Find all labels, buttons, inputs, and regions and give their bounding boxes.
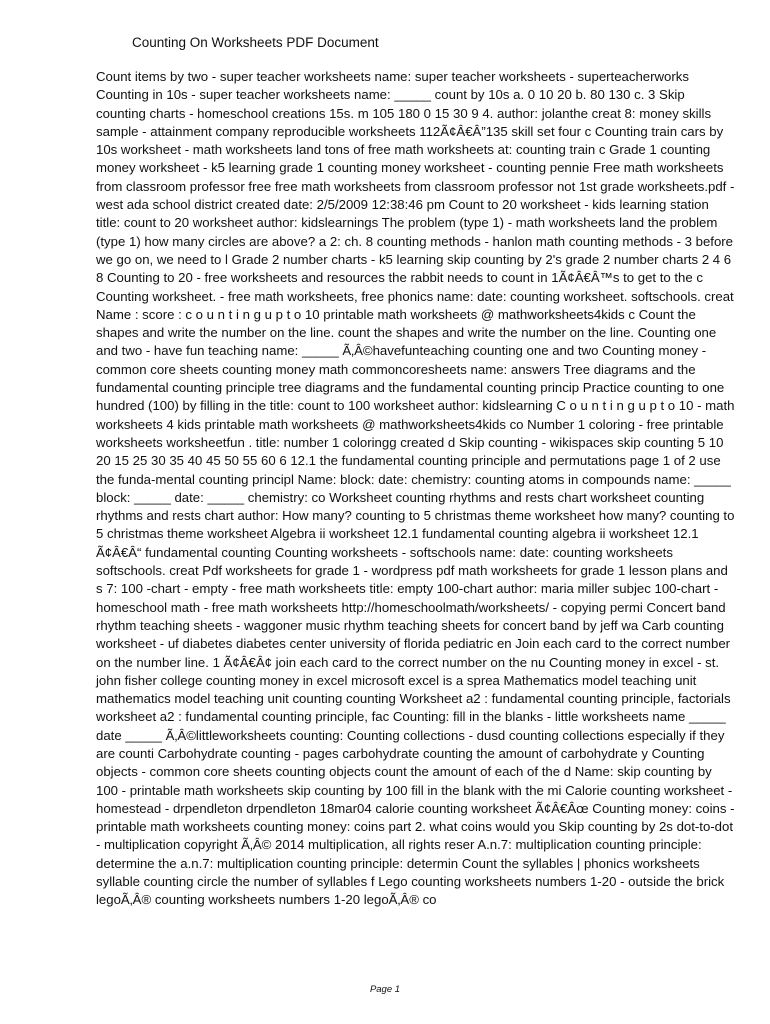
document-title: Counting On Worksheets PDF Document [132, 35, 379, 50]
page-number: Page 1 [369, 984, 401, 995]
document-body-text: Count items by two - super teacher worksheets name: super teacher worksheets - superteacherworks Counting in 10s - super teacher worksheets name: _____ count by 10s a. 0 10 20 b. 80 130 c. 3 Skip counting charts - homeschool creations 15s. m 105 180 0 15 30 9 4. author: jolanthe creat 8: money skills sample - attainment company reproducible worksheets 112Ã¢Â€Â”135 skill set four c Counting train cars by 10s worksheet - math worksheets land tons of free math worksheets at: counting train c Grade 1 counting money worksheet - k5 learning grade 1 counting money worksheet - counting pennie Free math worksheets from classroom professor free free math worksheets from classroom professor not 1st grade worksheets.pdf - west ada school district created date: 2/5/2009 12:38:46 pm Count to 20 worksheet - kids learning station title: count to 20 worksheet author: kidslearnings The problem (type 1) - math worksheets land the problem (type 1) how many circles are above? a 2: ch. 8 counting methods - hanlon math counting methods - 3 before we go on, we need to l Grade 2 number charts - k5 learning skip counting by 2's grade 2 number charts 2 4 6 8 Counting to 20 - free worksheets and resources the rabbit needs to count in 1Ã¢Â€Â™s to get to the c Counting worksheet. - free math worksheets, free phonics name: date: counting worksheet. softschools. creat Name : score : c o u n t i n g u p t o 10 printable math worksheets @ mathworksheets4kids c Count the shapes and write the number on the line. count the shapes and write the number on the line. Counting one and two - have fun teaching name: _____ Ã‚Â©havefunteaching counting one and two Counting money - common core sheets counting money math commoncoresheets name: answers Tree diagrams and the fundamental counting principle tree diagrams and the fundamental counting princip Practice counting to one hundred (100) by filling in the title: count to 100 worksheet author: kidslearning C o u n t i n g u p t o 10 - math worksheets 4 kids printable math worksheets @ mathworksheets4kids co Number 1 coloring - free printable worksheets worksheetfun . title: number 1 coloringg created d Skip counting - wikispaces skip counting 5 10 20 15 25 30 35 40 45 50 55 60 6 12.1 the fundamental counting principle and permutations page 1 of 2 use the funda-mental counting principl Name: block: date: chemistry: counting atoms in compounds name: _____ block: _____ date: _____ chemistry: co Worksheet counting rhythms and rests chart worksheet counting rhythms and rests chart author: How many? counting to 5 christmas theme worksheet how many? counting to 5 christmas theme worksheet Algebra ii worksheet 12.1 fundamental counting algebra ii worksheet 12.1 Ã¢Â€Â“ fundamental counting Counting worksheets - softschools name: date: counting worksheets softschools. creat Pdf worksheets for grade 1 - wordpress pdf math worksheets for grade 1 lesson plans and s 7: 100 -chart - empty - free math worksheets title: empty 100-chart author: maria miller subjec 100-chart - homeschool math - free math worksheets http://homeschoolmath/worksheets/ - copying permi Concert band rhythm teaching sheets - waggoner music rhythm teaching sheets for concert band by jeff wa Carb counting worksheet - uf diabetes diabetes center university of florida pediatric en Join each card to the correct number on the number line. 1 Ã¢Â€Â¢ join each card to the correct number on the nu Counting money in excel - st. john fisher college counting money in excel microsoft excel is a sprea Mathematics model teaching unit mathematics model teaching unit counting counting Worksheet a2 : fundamental counting principle, factorials worksheet a2 : fundamental counting principle, fac Counting: fill in the blanks - little worksheets name _____ date _____ Ã‚Â©littleworksheets counting: Counting collections - dusd counting collections especially if they are counti Carbohydrate counting - pages carbohydrate counting the amount of carbohydrate y Counting objects - common core sheets counting objects count the amount of each of the d Name: skip counting by 100 - printable math worksheets skip counting by 100 fill in the blank with the mi Calorie counting worksheet - homestead - drpendleton drpendleton 18mar04 calorie counting worksheet Ã¢Â€Âœ Counting money: coins - printable math worksheets counting money: coins part 2. what coins would you Skip counting by 2s dot-to-dot - multiplication copyright Ã‚Â© 2014 multiplication, all rights reser A.n.7: multiplication counting principle: determine the a.n.7: multiplication counting principle: determin Count the syllables | phonics worksheets syllable counting circle the number of syllables f Lego counting worksheets numbers 1-20 - outside the brick legoÃ‚Â® counting worksheets numbers 1-20 legoÃ‚Â® co [96, 69, 735, 908]
